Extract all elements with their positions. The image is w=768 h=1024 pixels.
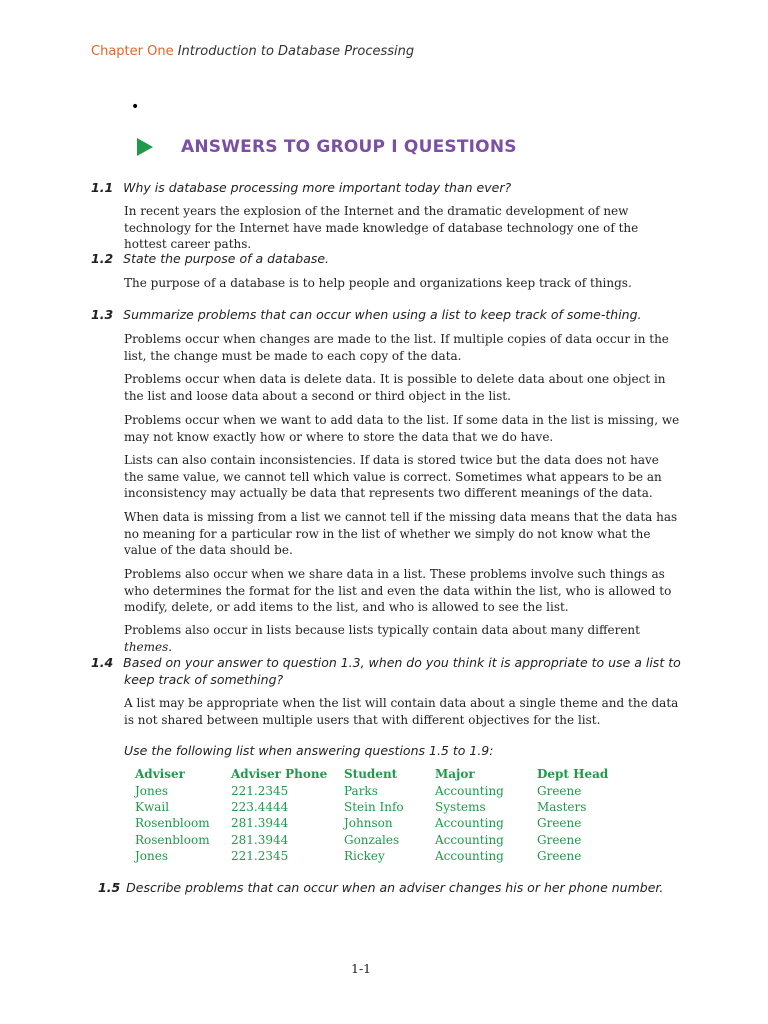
table-row [135,815,617,831]
answer-1-3-p1: Problems occur when changes are made to the list. If multiple copies of data occur in the list, the change must be made to each copy of the data. [124,332,669,363]
cell-phone: 281.3944 [231,832,289,847]
cell-student: Stein Info [344,799,404,814]
cell-phone: 281.3944 [231,816,289,831]
page-number: 1-1 [351,961,372,976]
answer-1-3-p5: When data is missing from a list we cannot tell if the missing data means that the data has no meaning for a particular row in the list of whether we simply do not know what the value of the data should be. [124,510,678,557]
question-number: 1.5 [98,880,121,895]
question-1-1 [91,179,691,196]
table-row [135,782,617,798]
cell-major: Accounting [435,849,504,864]
themes-word: themes [124,639,169,654]
cell-adviser: Jones [135,783,169,798]
cell-student: Gonzales [344,832,400,847]
cell-adviser: Kwail [135,799,170,814]
answer-1-3-p3: Problems occur when we want to add data to the list. If some data in the list is missing, we may not know exactly how or where to store the data that we do have. [124,413,680,444]
cell-adviser: Rosenbloom [135,832,210,847]
cell-dept-head: Greene [537,783,582,798]
section-heading-row [137,137,517,157]
table-row [135,799,617,815]
table-row [135,832,617,848]
cell-dept-head: Greene [537,816,582,831]
cell-phone: 223.4444 [231,799,289,814]
cell-major: Accounting [435,816,504,831]
question-1-4 [91,654,691,688]
answer-1-2: The purpose of a database is to help people and organizations keep track of things. [124,276,632,290]
page-header [91,44,414,59]
question-1-5 [98,880,663,895]
bullet-dot: • [131,99,140,115]
answer-1-1: In recent years the explosion of the Internet and the dramatic development of new technology for the Internet have made knowledge of database technology one of the hottest career paths. [124,204,639,251]
cell-phone: 221.2345 [231,849,289,864]
question-1-3 [91,306,691,323]
question-number: 1.2 [91,251,114,266]
question-text: Why is database processing more important today than ever? [123,180,512,195]
cell-major: Accounting [435,783,504,798]
answer-1-3-p4: Lists can also contain inconsistencies. If data is stored twice but the data does not have the same value, we cannot tell which value is correct. Sometimes what appears to be an inconsistency may actually be data that represents two different meanings of the data. [124,453,662,500]
question-text: State the purpose of a database. [123,251,330,266]
section-heading: ANSWERS TO GROUP I QUESTIONS [181,137,517,157]
question-text-line1: Based on your answer to question 1.3, when do you think it is appropriate to use a list to [123,655,681,670]
answer-text: Problems also occur in lists because lists typically contain data about many different [124,623,640,637]
question-1-2 [91,250,691,267]
chapter-subtitle: Introduction to Database Processing [177,44,415,59]
cell-major: Accounting [435,832,504,847]
answer-1-3-p7 [124,622,680,655]
header-student: Student [344,767,398,782]
header-dept-head: Dept Head [537,767,609,782]
cell-dept-head: Masters [537,799,587,814]
cell-phone: 221.2345 [231,783,289,798]
question-text-line2: keep track of something? [124,672,284,687]
answer-text-end: . [168,639,173,654]
answer-1-3-p2: Problems occur when data is delete data. It is possible to delete data about one object in the list and loose data about a second or third object in the list. [124,372,666,403]
table-row [135,848,617,864]
chapter-label: Chapter One [91,44,174,59]
header-adviser: Adviser [135,767,185,782]
cell-dept-head: Greene [537,849,582,864]
cell-student: Rickey [344,849,385,864]
triangle-bullet-icon [137,138,153,156]
header-adviser-phone: Adviser Phone [231,767,328,782]
question-number: 1.3 [91,307,114,322]
cell-major: Systems [435,799,486,814]
cell-adviser: Rosenbloom [135,816,210,831]
list-intro: Use the following list when answering questions 1.5 to 1.9: [124,743,494,758]
cell-adviser: Jones [135,849,169,864]
adviser-table [135,766,617,864]
question-text: Describe problems that can occur when an adviser changes his or her phone number. [126,880,664,895]
cell-student: Parks [344,783,378,798]
answer-1-4: A list may be appropriate when the list will contain data about a single theme and the data is not shared between multiple users that with different objectives for the list. [124,696,679,727]
question-number: 1.1 [91,180,114,195]
answer-1-3-p6: Problems also occur when we share data in a list. These problems involve such things as who determines the format for the list and even the data within the list, who is allowed to modify, delete, or add items to the list, and who is allowed to see the list. [124,567,672,614]
cell-dept-head: Greene [537,832,582,847]
header-major: Major [435,767,475,782]
table-header-row [135,766,617,782]
cell-student: Johnson [344,816,393,831]
question-text: Summarize problems that can occur when using a list to keep track of some-thing. [123,307,642,322]
question-number: 1.4 [91,655,114,670]
